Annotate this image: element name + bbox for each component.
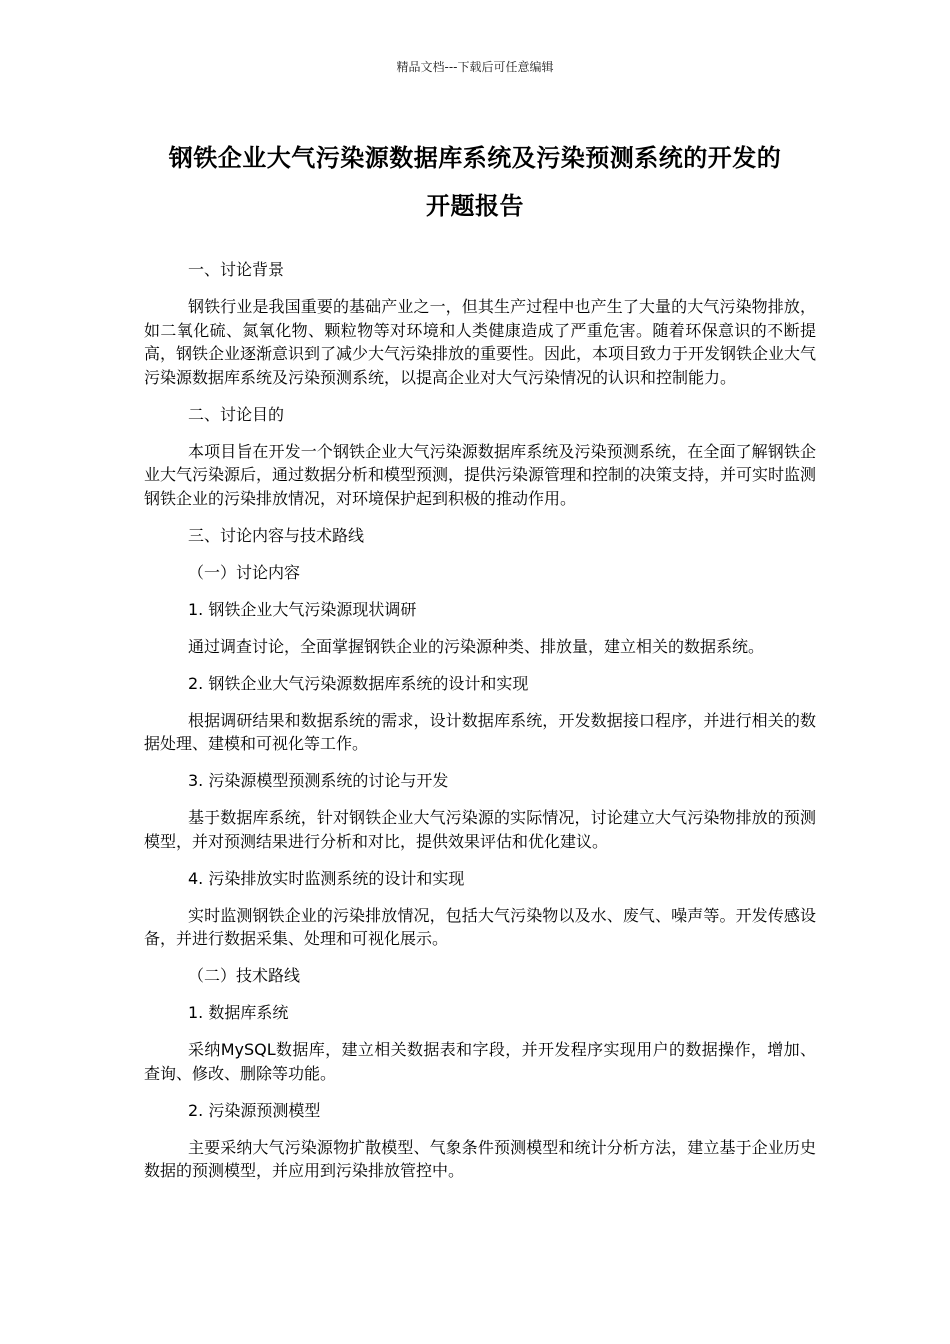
subsection-heading-content: （一）讨论内容 [188,562,301,582]
item-title-database-design: 2. 钢铁企业大气污染源数据库系统的设计和实现 [188,673,529,693]
document-title-line2: 开题报告 [426,192,524,220]
section-heading-content-route: 三、讨论内容与技术路线 [188,525,365,545]
item-title-survey: 1. 钢铁企业大气污染源现状调研 [188,599,417,619]
subsection-heading-technical-route: （二）技术路线 [188,966,301,985]
paragraph-background: 钢铁行业是我国重要的基础产业之一，但其生产过程中也产生了大量的大气污染物排放，如二氧化硫、氮氧化物、颗粒物等对环境和人类健康造成了严重危害。随着环保意识的不断提高，钢铁企业逐渐意识到了减少大气污染排放的重要性。因此，本项目致力于开发钢铁企业大气污染源数据库系统及污染预测系统，以提高企业对大气污染情况的认识和控制能力。 [144,297,817,387]
route-paragraph-prediction-model: 主要采纳大气污染源物扩散模型、气象条件预测模型和统计分析方法，建立基于企业历史数据的预测模型，并应用到污染排放管控中。 [144,1137,816,1180]
item-title-monitoring-system: 4. 污染排放实时监测系统的设计和实现 [188,868,465,888]
route-title-database: 1. 数据库系统 [188,1003,289,1022]
section-heading-background: 一、讨论背景 [188,260,285,279]
item-paragraph-prediction-system: 基于数据库系统，针对钢铁企业大气污染源的实际情况，讨论建立大气污染物排放的预测模型，并对预测结果进行分析和对比，提供效果评估和优化建议。 [144,808,816,851]
item-paragraph-database-design: 根据调研结果和数据系统的需求，设计数据库系统，开发数据接口程序，并进行相关的数据处理、建模和可视化等工作。 [144,710,816,753]
section-heading-purpose: 二、讨论目的 [188,404,285,424]
item-title-prediction-system: 3. 污染源模型预测系统的讨论与开发 [188,771,449,790]
item-paragraph-monitoring-system: 实时监测钢铁企业的污染排放情况，包括大气污染物以及水、废气、噪声等。开发传感设备，并进行数据采集、处理和可视化展示。 [144,905,816,948]
route-paragraph-database: 采纳MySQL数据库，建立相关数据表和字段，并开发程序实现用户的数据操作，增加、查询、修改、删除等功能。 [144,1040,816,1083]
document-title-line1: 钢铁企业大气污染源数据库系统及污染预测系统的开发的 [168,144,782,172]
route-title-prediction-model: 2. 污染源预测模型 [188,1100,321,1120]
document-body [144,258,816,1196]
header-note: 精品文档---下载后可任意编辑 [396,60,554,74]
item-paragraph-survey: 通过调查讨论，全面掌握钢铁企业的污染源种类、排放量，建立相关的数据系统。 [188,636,765,656]
paragraph-purpose: 本项目旨在开发一个钢铁企业大气污染源数据库系统及污染预测系统，在全面了解钢铁企业大气污染源后，通过数据分析和模型预测，提供污染源管理和控制的决策支持，并可实时监测钢铁企业的污染排放情况，对环境保护起到积极的推动作用。 [144,441,817,508]
